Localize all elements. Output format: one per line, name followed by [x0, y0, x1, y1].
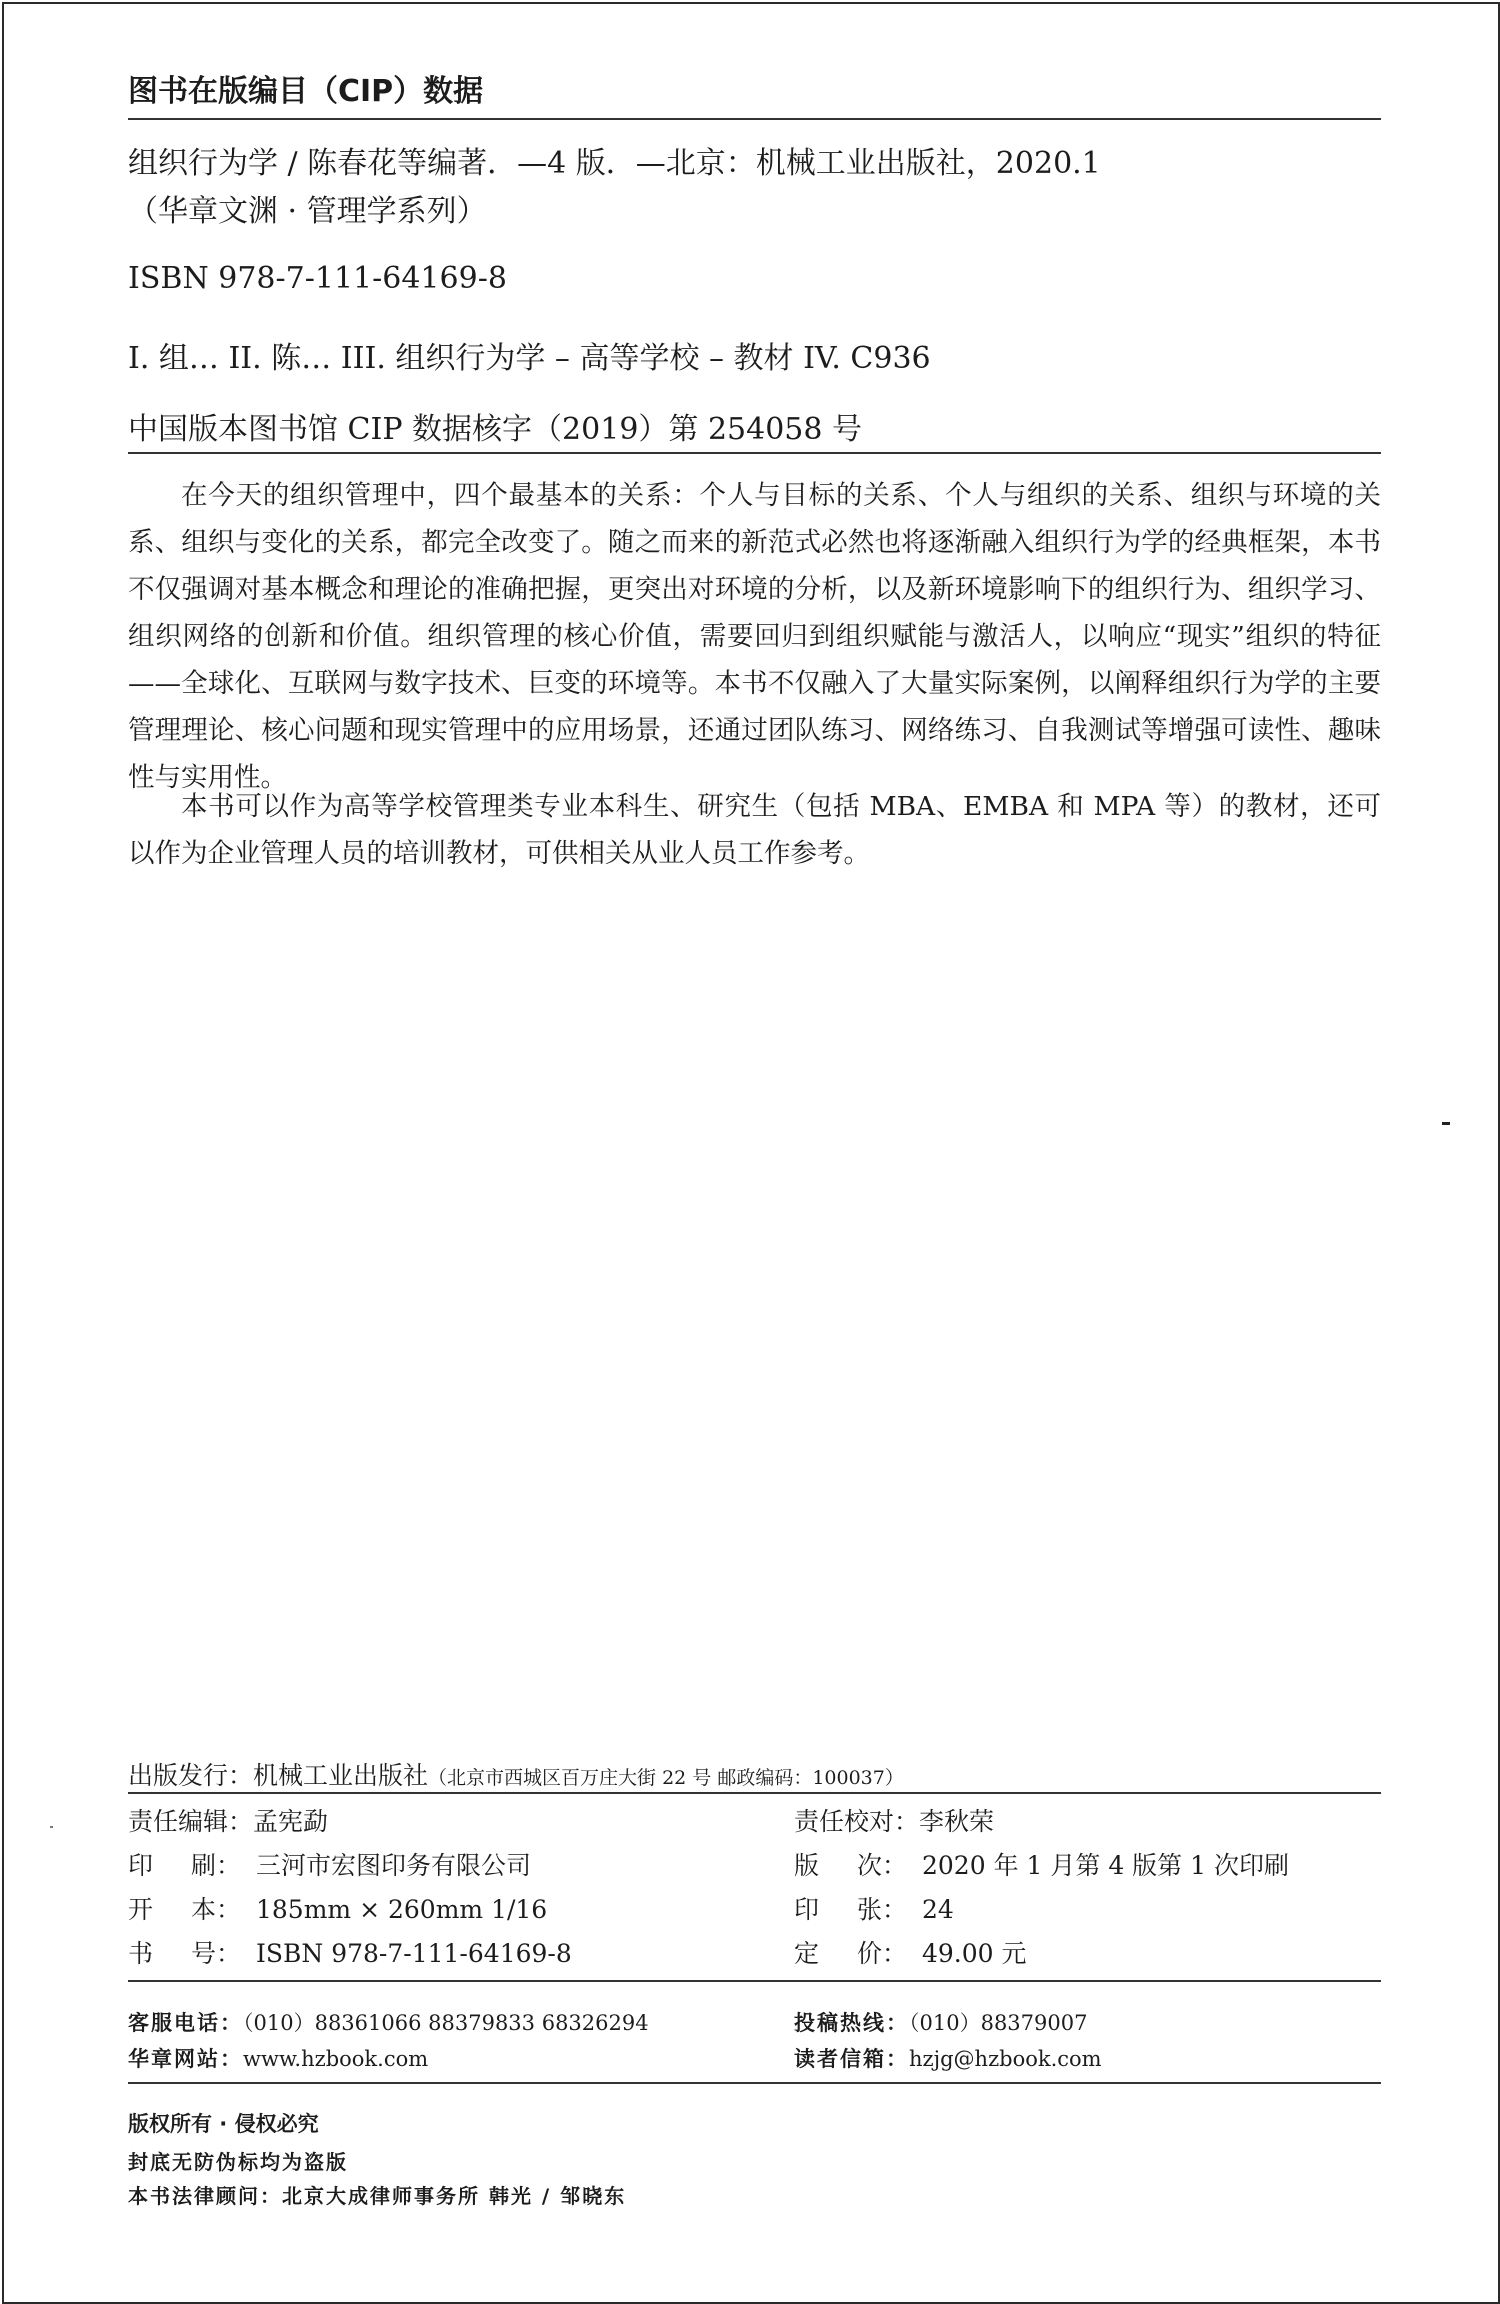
isbn-label: 书 号：	[128, 1939, 242, 1968]
cip-verification-line: 中国版本图书馆 CIP 数据核字（2019）第 254058 号	[128, 412, 863, 447]
publisher-address: （北京市西城区百万庄大街 22 号 邮政编码：100037）	[428, 1767, 904, 1789]
divider	[128, 2082, 1381, 2084]
format-row	[128, 1890, 547, 1926]
price-label: 定 价：	[794, 1939, 908, 1968]
website-row	[128, 2043, 428, 2073]
submission-row	[794, 2007, 1087, 2037]
divider	[128, 1792, 1381, 1794]
submission-value: （010）88379007	[909, 2011, 1088, 2035]
sheets-label: 印 张：	[794, 1895, 908, 1924]
edition-row	[794, 1846, 1289, 1882]
website-link[interactable]: www.hzbook.com	[243, 2047, 429, 2071]
editor-label: 责任编辑：	[128, 1807, 254, 1836]
scan-speck	[50, 1826, 53, 1828]
cip-title-line: 组织行为学 / 陈春花等编著．—4 版．—北京：机械工业出版社，2020.1	[128, 146, 1101, 181]
website-label: 华章网站：	[128, 2046, 243, 2071]
service-phone-row	[128, 2007, 649, 2037]
anti-counterfeit-note: 封底无防伪标均为盗版	[128, 2150, 348, 2174]
divider	[128, 452, 1381, 454]
price-value: 49.00 元	[922, 1939, 1027, 1968]
submission-label: 投稿热线：	[794, 2010, 909, 2035]
service-phone-value: （010）88361066 88379833 68326294	[243, 2011, 649, 2035]
editor-value: 孟宪勐	[253, 1807, 329, 1836]
isbn-value: ISBN 978-7-111-64169-8	[256, 1939, 572, 1968]
edition-value: 2020 年 1 月第 4 版第 1 次印刷	[922, 1851, 1289, 1880]
proofreader-row	[794, 1802, 994, 1838]
reader-mail-link[interactable]: hzjg@hzbook.com	[909, 2047, 1102, 2071]
summary-paragraph-2: 本书可以作为高等学校管理类专业本科生、研究生（包括 MBA、EMBA 和 MPA 等）的教材，还可以作为企业管理人员的培训教材，可供相关从业人员工作参考。	[128, 791, 1381, 869]
rights-statement: 版权所有 · 侵权必究	[128, 2112, 319, 2136]
printer-value: 三河市宏图印务有限公司	[256, 1851, 532, 1880]
proofreader-value: 李秋荣	[919, 1807, 995, 1836]
cip-heading: 图书在版编目（CIP）数据	[128, 74, 484, 109]
summary-paragraph-1: 在今天的组织管理中，四个最基本的关系：个人与目标的关系、个人与组织的关系、组织与环境的关系、组织与变化的关系，都完全改变了。随之而来的新范式必然也将逐渐融入组织行为学的经典框架，本书不仅强调对基本概念和理论的准确把握，更突出对环境的分析，以及新环境影响下的组织行为、组织学习、组织网络的创新和价值。组织管理的核心价值，需要回归到组织赋能与激活人，以响应“现实”组织的特征——全球化、互联网与数字技术、巨变的环境等。本书不仅融入了大量实际案例，以阐释组织行为学的主要管理理论、核心问题和现实管理中的应用场景，还通过团队练习、网络练习、自我测试等增强可读性、趣味性与实用性。	[128, 480, 1381, 793]
scan-mark	[1442, 1122, 1450, 1125]
format-label: 开 本：	[128, 1895, 242, 1924]
service-phone-label: 客服电话：	[128, 2010, 243, 2035]
sheets-row	[794, 1890, 954, 1926]
cip-classification-line: I. 组… II. 陈… III. 组织行为学 – 高等学校 – 教材 IV. C936	[128, 341, 931, 376]
cip-series-line: （华章文渊 · 管理学系列）	[128, 194, 487, 229]
edition-label: 版 次：	[794, 1851, 908, 1880]
reader-mail-row	[794, 2043, 1102, 2073]
divider	[128, 118, 1381, 120]
format-value: 185mm × 260mm 1/16	[256, 1895, 548, 1924]
isbn-row	[128, 1934, 572, 1970]
reader-mail-label: 读者信箱：	[794, 2046, 909, 2071]
divider	[128, 1980, 1381, 1982]
publisher-value: 机械工业出版社	[253, 1761, 429, 1790]
proofreader-label: 责任校对：	[794, 1807, 920, 1836]
publisher-label: 出版发行：	[128, 1761, 254, 1790]
printer-row	[128, 1846, 531, 1882]
sheets-value: 24	[922, 1895, 954, 1924]
cip-isbn-line: ISBN 978-7-111-64169-8	[128, 261, 507, 296]
publisher-line	[128, 1756, 904, 1792]
printer-label: 印 刷：	[128, 1851, 242, 1880]
price-row	[794, 1934, 1027, 1970]
legal-counsel-note: 本书法律顾问：北京大成律师事务所 韩光 / 邹晓东	[128, 2184, 627, 2208]
editor-row	[128, 1802, 328, 1838]
